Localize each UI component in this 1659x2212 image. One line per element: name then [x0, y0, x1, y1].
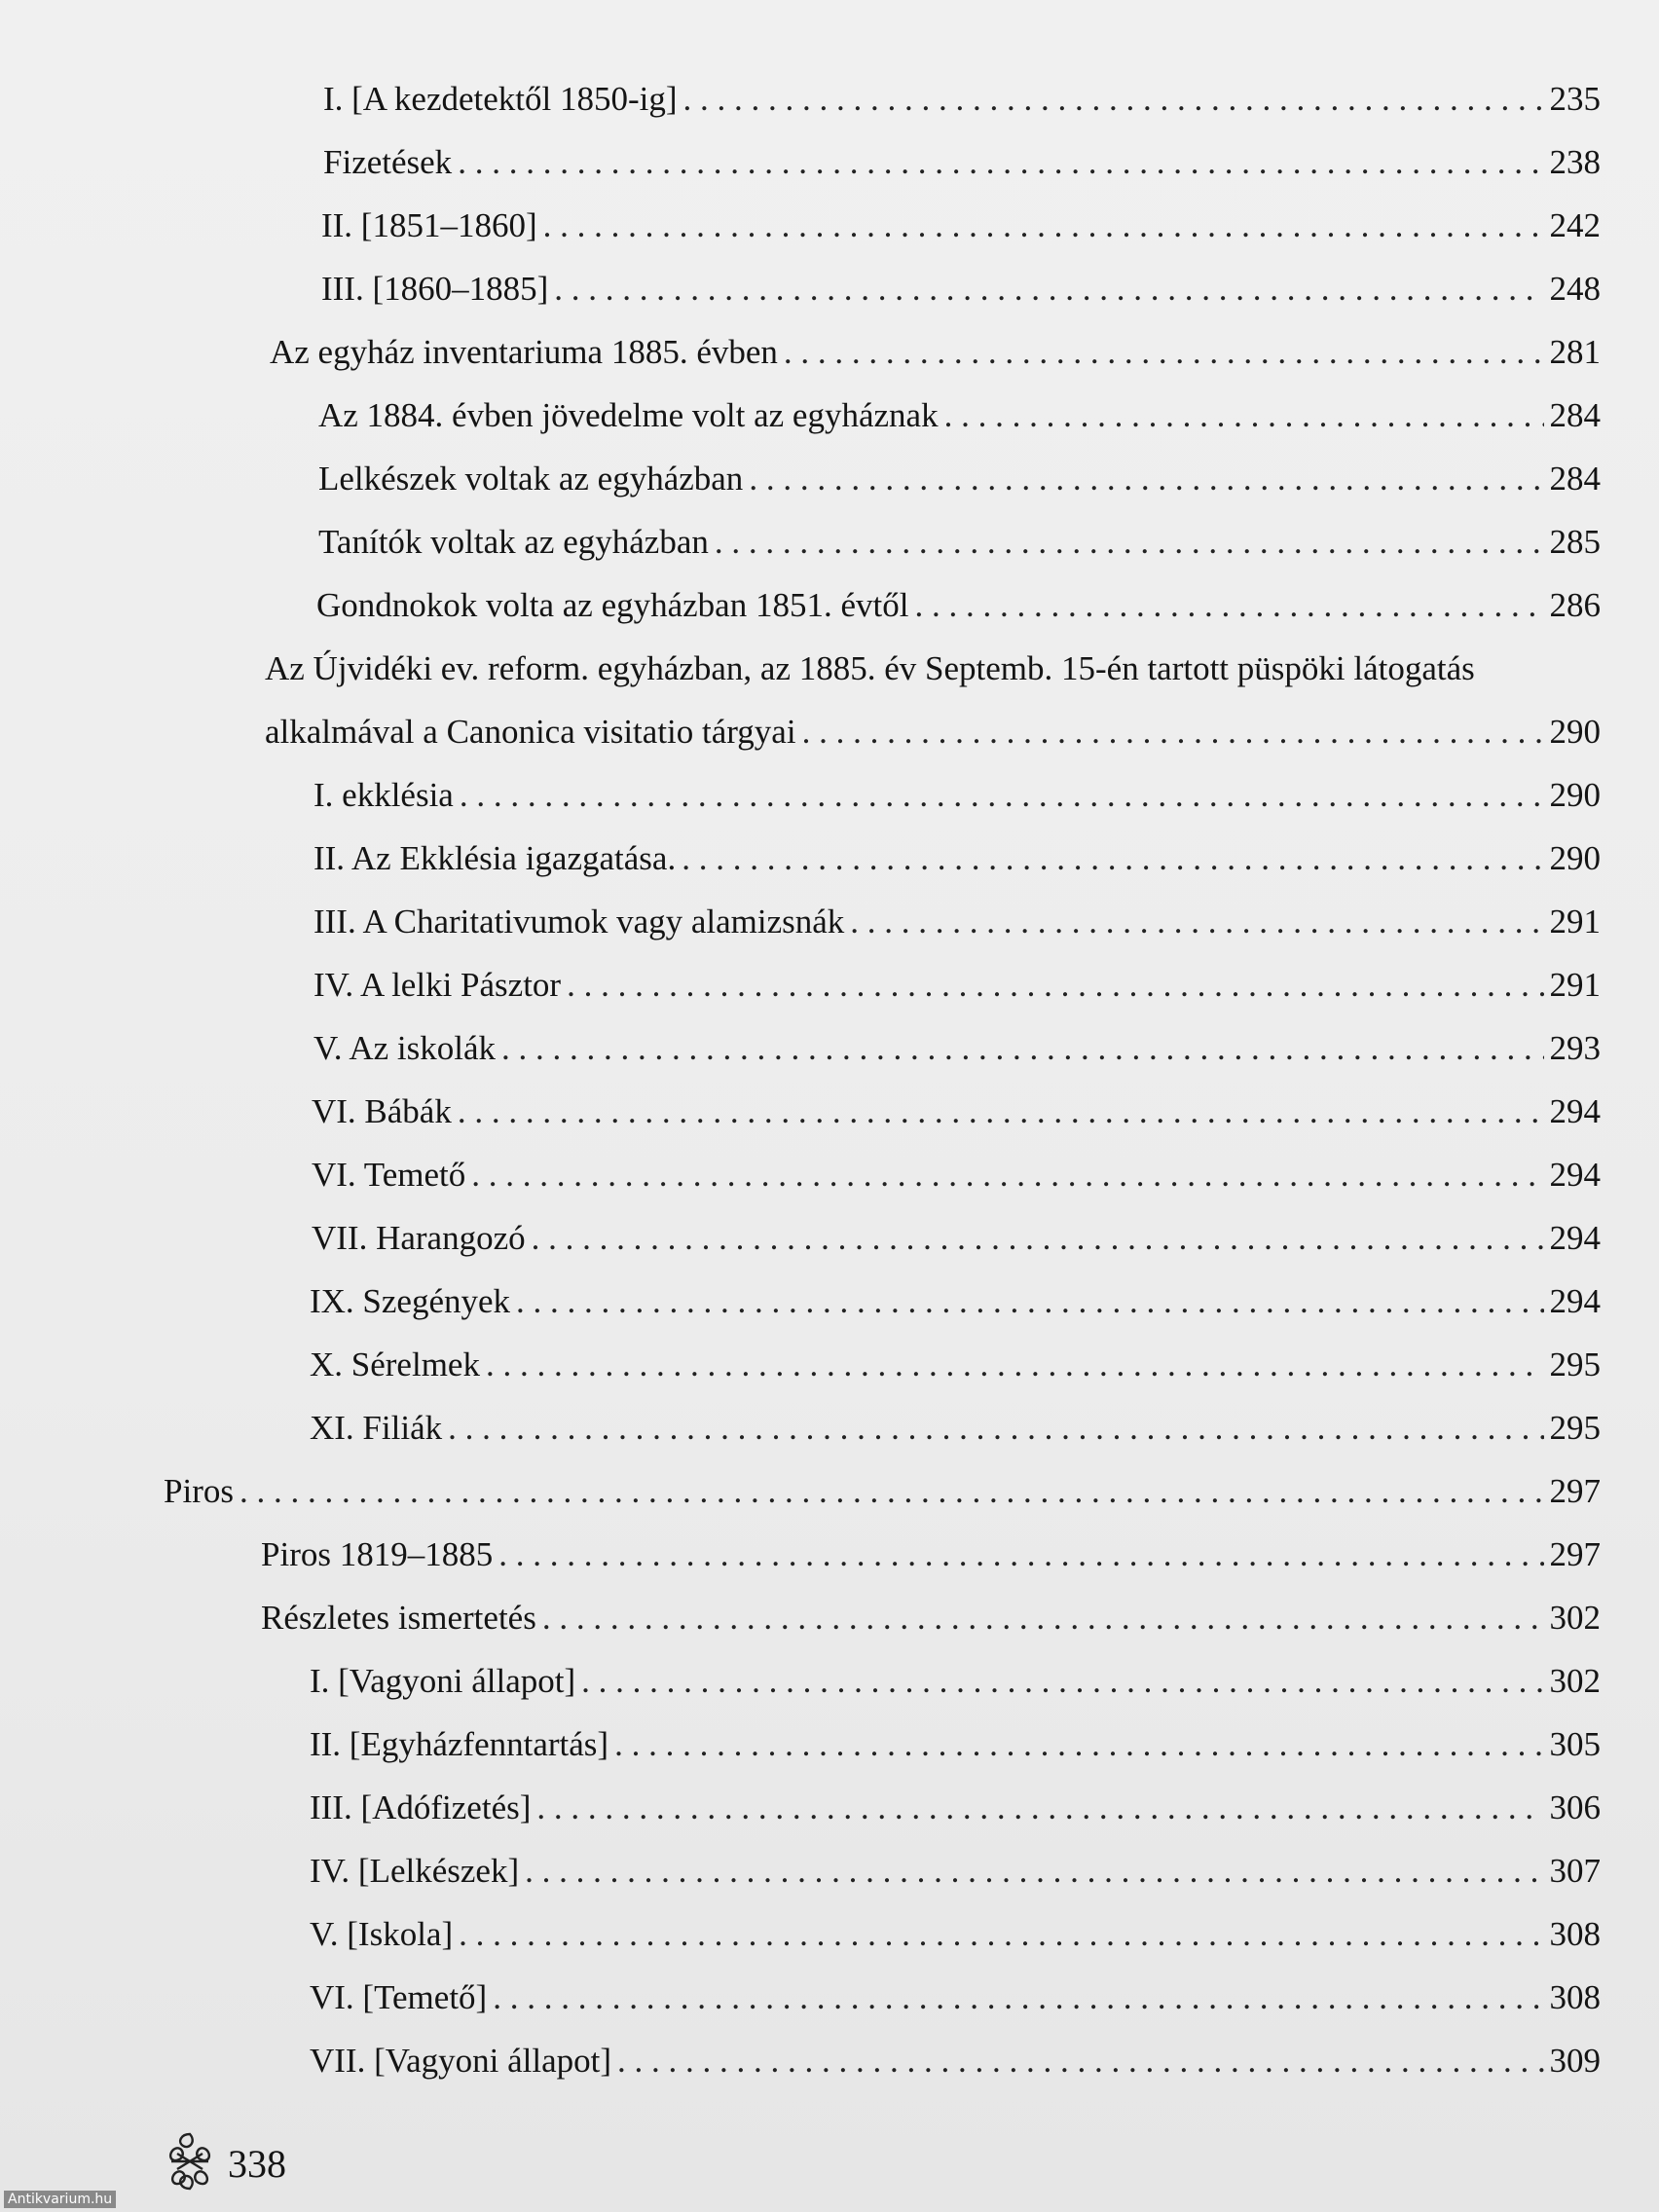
dot-leader: [458, 1090, 1544, 1133]
toc-entry-title: Fizetések: [323, 143, 453, 181]
toc-entry-page: 308: [1549, 1978, 1601, 2016]
toc-entry-title: I. ekklésia: [313, 776, 454, 814]
toc-entry-page: 293: [1549, 1029, 1601, 1067]
toc-entry-title: II. [1851–1860]: [321, 206, 537, 244]
toc-entry-page: 290: [1549, 776, 1601, 814]
dot-leader: [715, 521, 1544, 564]
toc-entry-title: IX. Szegények: [310, 1282, 511, 1320]
toc-entry: [323, 141, 1601, 184]
toc-entry-page: 305: [1549, 1725, 1601, 1763]
dot-leader: [850, 901, 1543, 943]
toc-entry-title: Tanítók voltak az egyházban: [318, 523, 709, 561]
toc-entry-page: 302: [1549, 1662, 1601, 1700]
toc-entry: [310, 1976, 1601, 2019]
toc-entry: [321, 204, 1601, 247]
dot-leader: [802, 711, 1544, 754]
toc-entry-page: 306: [1549, 1788, 1601, 1826]
toc-entry-title: I. [Vagyoni állapot]: [310, 1662, 576, 1700]
knot-ornament-icon: [164, 2130, 216, 2197]
toc-entry-page: 290: [1549, 713, 1601, 751]
toc-entry-page: 284: [1549, 460, 1601, 498]
toc-entry: [312, 1154, 1601, 1197]
dot-leader: [458, 141, 1543, 184]
page-number: 338: [228, 2142, 286, 2186]
toc-entry-page: 238: [1549, 143, 1601, 181]
toc-entry-page: 297: [1549, 1472, 1601, 1510]
dot-leader: [944, 394, 1544, 437]
dot-leader: [543, 204, 1544, 247]
toc-entry: [310, 1787, 1601, 1829]
toc-entry-title: II. Az Ekklésia igazgatása.: [313, 839, 677, 877]
toc-entry-title: VI. Bábák: [312, 1092, 452, 1130]
toc-entry: [312, 1090, 1601, 1133]
toc-entry: [310, 1723, 1601, 1766]
toc-entry: [164, 1470, 1601, 1513]
toc-entry-page: 284: [1549, 396, 1601, 434]
toc-entry-page: 290: [1549, 839, 1601, 877]
dot-leader: [516, 1280, 1543, 1323]
dot-leader: [536, 1787, 1543, 1829]
toc-entry: [318, 521, 1601, 564]
toc-entry: [318, 394, 1601, 437]
toc-entry-title: XI. Filiák: [310, 1409, 443, 1447]
toc-entry-page: 291: [1549, 903, 1601, 940]
toc-entry: [310, 1344, 1601, 1386]
toc-entry-page: 242: [1549, 206, 1601, 244]
toc-entry: [312, 1217, 1601, 1260]
toc-entry: [270, 331, 1601, 374]
toc-entry: [313, 901, 1601, 943]
dot-leader: [460, 774, 1544, 817]
dot-leader: [683, 78, 1544, 121]
toc-entry-title: VI. [Temető]: [310, 1978, 488, 2016]
toc-entry: [313, 837, 1601, 880]
toc-entry-page: 308: [1549, 1915, 1601, 1953]
toc-entry-page: 235: [1549, 80, 1601, 118]
toc-entry: [310, 1913, 1601, 1956]
toc-entry-title-line1: Az Újvidéki ev. reform. egyházban, az 1885. év Septemb. 15-én tartott püspöki látogatás: [265, 649, 1475, 687]
toc-entry-title: Piros: [164, 1472, 234, 1510]
dot-leader: [448, 1407, 1543, 1450]
toc-entry-title: X. Sérelmek: [310, 1346, 480, 1383]
toc-entry: [321, 268, 1601, 311]
toc-entry-title: V. Az iskolák: [313, 1029, 496, 1067]
dot-leader: [749, 458, 1543, 500]
toc-entry-title: III. [Adófizetés]: [310, 1788, 532, 1826]
toc-entry-page: 295: [1549, 1409, 1601, 1447]
toc-entry: [313, 1027, 1601, 1070]
toc-entry-title: alkalmával a Canonica visitatio tárgyai: [265, 713, 796, 751]
toc-entry-page: 295: [1549, 1346, 1601, 1383]
toc-entry-title: IV. [Lelkészek]: [310, 1852, 520, 1890]
dot-leader: [459, 1913, 1543, 1956]
toc-entry: [318, 458, 1601, 500]
dot-leader: [554, 268, 1543, 311]
toc-entry-page: 291: [1549, 966, 1601, 1004]
dot-leader: [614, 1723, 1543, 1766]
dot-leader: [542, 1597, 1544, 1640]
toc-entry: [265, 711, 1601, 754]
toc-entry: [310, 1407, 1601, 1450]
toc-entry-title: III. A Charitativumok vagy alamizsnák: [313, 903, 845, 940]
toc-entry-title: IV. A lelki Pásztor: [313, 966, 562, 1004]
toc-entry-title: II. [Egyházfenntartás]: [310, 1725, 609, 1763]
dot-leader: [581, 1660, 1543, 1703]
toc-entry-title: Az 1884. évben jövedelme volt az egyháznak: [318, 396, 939, 434]
toc-entry-title: Lelkészek voltak az egyházban: [318, 460, 744, 498]
toc-entry-title: III. [1860–1885]: [321, 270, 549, 308]
watermark: Antikvarium.hu: [4, 2191, 116, 2208]
dot-leader: [240, 1470, 1544, 1513]
toc-entry-page: 307: [1549, 1852, 1601, 1890]
toc-entry: [316, 584, 1601, 627]
dot-leader: [682, 837, 1543, 880]
toc-entry: [323, 78, 1601, 121]
dot-leader: [493, 1976, 1543, 2019]
toc-entry-title: VII. Harangozó: [312, 1219, 526, 1257]
toc-entry: [261, 1597, 1601, 1640]
toc-entry-page: 286: [1549, 586, 1601, 624]
toc-entry-title: Részletes ismertetés: [261, 1599, 536, 1637]
toc-entry-page: 281: [1549, 333, 1601, 371]
toc-entry: [310, 1660, 1601, 1703]
dot-leader: [617, 2040, 1543, 2083]
toc-entry-page: 297: [1549, 1535, 1601, 1573]
toc-entry-page: 294: [1549, 1156, 1601, 1194]
toc-entry-title: V. [Iskola]: [310, 1915, 454, 1953]
toc-entry-title: Gondnokok volta az egyházban 1851. évtől: [316, 586, 909, 624]
toc-entry: [261, 1533, 1601, 1576]
toc-entry-title: Az egyház inventariuma 1885. évben: [270, 333, 778, 371]
toc-entry-page: 248: [1549, 270, 1601, 308]
toc-entry-page: 294: [1549, 1282, 1601, 1320]
toc-entry: [310, 1280, 1601, 1323]
toc-entry-title: I. [A kezdetektől 1850-ig]: [323, 80, 678, 118]
toc-entry-page: 294: [1549, 1219, 1601, 1257]
toc-entry-title: VI. Temető: [312, 1156, 466, 1194]
page-footer: [164, 2130, 286, 2197]
toc-entry: [313, 774, 1601, 817]
dot-leader: [784, 331, 1544, 374]
toc-entry-page: 294: [1549, 1092, 1601, 1130]
toc-entry-title: Piros 1819–1885: [261, 1535, 494, 1573]
dot-leader: [525, 1850, 1543, 1893]
toc-entry: [313, 964, 1601, 1007]
toc-entry: [310, 2040, 1601, 2083]
toc-entry-page: 302: [1549, 1599, 1601, 1637]
dot-leader: [471, 1154, 1543, 1197]
toc-entry-page: 285: [1549, 523, 1601, 561]
dot-leader: [486, 1344, 1544, 1386]
dot-leader: [567, 964, 1543, 1007]
dot-leader: [914, 584, 1543, 627]
dot-leader: [501, 1027, 1544, 1070]
dot-leader: [498, 1533, 1543, 1576]
toc-entry-page: 309: [1549, 2042, 1601, 2080]
toc-entry-title: VII. [Vagyoni állapot]: [310, 2042, 612, 2080]
toc-entry: [310, 1850, 1601, 1893]
dot-leader: [532, 1217, 1544, 1260]
